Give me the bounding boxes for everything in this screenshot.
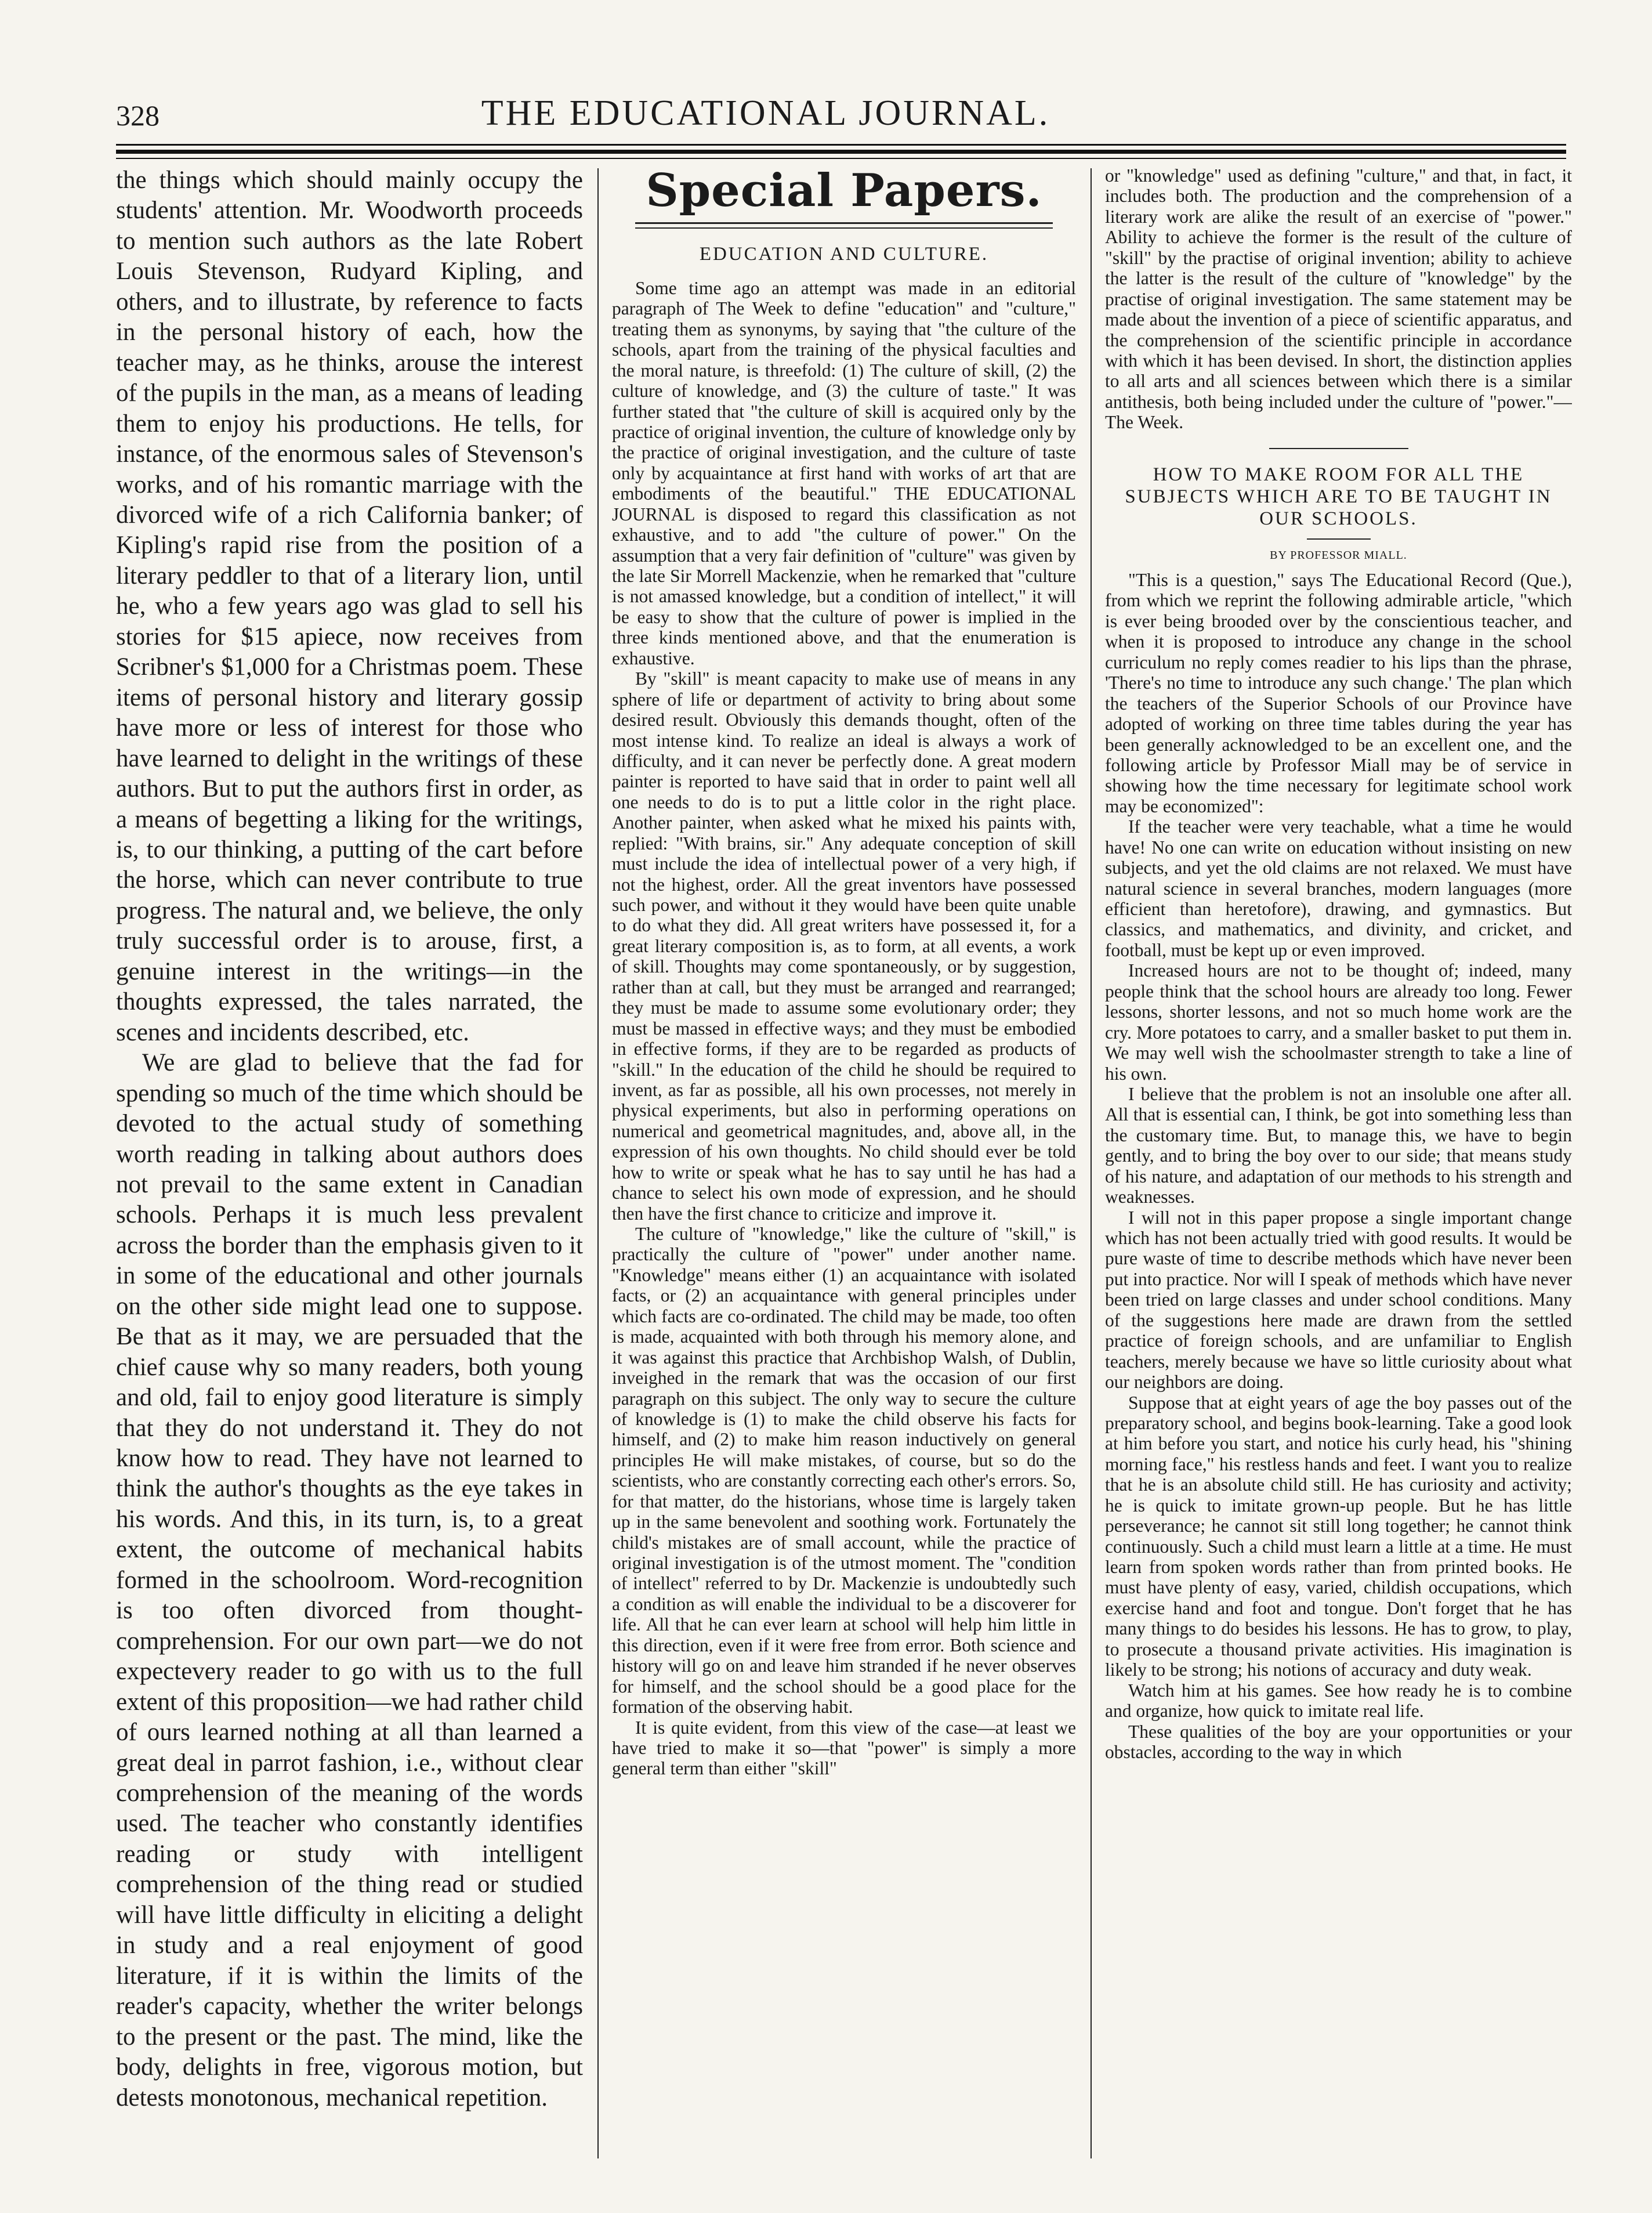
column-3 — [1105, 165, 1572, 2161]
header-rule-thick — [116, 150, 1566, 154]
journal-title: THE EDUCATIONAL JOURNAL. — [481, 93, 1050, 133]
title-rule — [1307, 538, 1371, 540]
paragraph: By "skill" is meant capacity to make use of means in any sphere of life or department of activity to bring about some desired result. Obviously this demands thought, often of the most intense kind. To realize an ideal is always a work of difficulty, and it can never be perfectly done. A great modern painter is reported to have said that in order to paint well all one needs to do is to put a little color in the right place. Another painter, when asked what he mixed his paints with, replied: "With brains, sir." Any adequate conception of skill must include the idea of intellectual power of a very high, if not the highest, order. All the great inventors have possessed such power, and without it they would have been quite unable to do what they did. All great writers have possessed it, for a great literary composition is, as to form, at all events, a work of skill. Thoughts may come spontaneously, or by suggestion, rather than at call, but they must be arranged and rearranged; they must be made to assume some evolutionary order; they must be massed in effective ways; and they must be embodied in effective forms, if they are to be regarded as products of "skill." In the education of the child he should be required to invent, as far as possible, all his own processes, not merely in physical experiments, but also in performing operations on numerical and geometrical magnitudes, and, above all, in the expression of his own thoughts. No child should ever be told how to write or speak what he has to say until he has had a chance to select his own mode of expression, and he should then have the first chance to criticize and improve it. — [612, 668, 1076, 1224]
column-2 — [612, 165, 1076, 2161]
article-title: EDUCATION AND CULTURE. — [699, 243, 989, 265]
paragraph: or "knowledge" used as defining "culture," and that, in fact, it includes both. The production and the comprehension of a literary work are alike the result of an exercise of "power." Ability to achieve the former is the result of the culture of "skill" by the practise of original invention; ability to achieve the latter is the result of the culture of "knowledge" by the practise of original investigation. The same statement may be made about the invention of a piece of scientific apparatus, and the comprehension of the scientific principle in accordance with which it has been devised. In short, the distinction applies to all arts and all sciences between which there is a similar antithesis, both being included under the culture of "power."—The Week. — [1105, 165, 1572, 433]
column-divider — [1091, 168, 1092, 2158]
article-title: HOW TO MAKE ROOM FOR ALL THE SUBJECTS WHICH ARE TO BE TAUGHT IN OUR SCHOOLS. — [1125, 464, 1552, 529]
paragraph: I believe that the problem is not an insoluble one after all. All that is essential can, I think, be got into something less than the customary time. But, to manage this, we have to begin gently, and to bring the boy over to our side; that means study of his nature, and adaptation of our methods to his strength and weaknesses. — [1105, 1083, 1572, 1207]
heading-rule — [635, 222, 1053, 224]
column-1 — [116, 165, 583, 2161]
section-heading: Special Papers. — [646, 165, 1042, 217]
paragraph: It is quite evident, from this view of the case—at least we have tried to make it so—that "power" is simply a more general term than either "skill" — [612, 1717, 1076, 1779]
column-divider — [597, 168, 599, 2158]
page-number: 328 — [116, 99, 160, 132]
paragraph: The culture of "knowledge," like the culture of "skill," is practically the culture of "power" under another name. "Knowledge" means either (1) an acquaintance with isolated facts, or (2) an acquaintance with general principles under which facts are co-ordinated. The child may be made, too often is made, acquainted with both through his memory alone, and it was against this practice that Archbishop Walsh, of Dublin, inveighed in the remark that was the occasion of our first paragraph on this subject. The only way to secure the culture of knowledge is (1) to make the child observe his facts for himself, and (2) to make him reason inductively on general principles He will make mistakes, of course, but so do the scientists, who are constantly correcting each other's errors. So, for that matter, do the historians, whose time is largely taken up in the same benevolent and soothing work. Fortunately the child's mistakes are of small account, while the practice of original investigation is of the utmost moment. The "condition of intellect" referred to by Dr. Mackenzie is undoubtedly such a condition as will enable the individual to be a discoverer for life. All that he can ever learn at school will help him little in this direction, even if it were free from error. Both science and history will go on and leave him stranded if he never observes for himself, and the school should be a good place for the formation of the observing habit. — [612, 1224, 1076, 1717]
paragraph: Some time ago an attempt was made in an editorial paragraph of The Week to define "education" and "culture," treating them as synonyms, by saying that "the culture of the schools, apart from the training of the physical faculties and the moral nature, is threefold: (1) The culture of skill, (2) the culture of knowledge, and (3) the culture of taste." It was further stated that "the culture of skill is acquired only by the practice of original invention, the culture of knowledge only by the practice of original investigation, and the culture of taste only by acquaintance at first hand with works of art that are embodiments of the beautiful." THE EDUCATIONAL JOURNAL is disposed to regard this classification as not exhaustive, and to add "the culture of power." On the assumption that a very fair definition of "culture" was given by the late Sir Morrell Mackenzie, when he remarked that "culture is not amassed knowledge, but a condition of intellect," it will be easy to show that the culture of power is implied in the three kinds mentioned above, and that the enumeration is exhaustive. — [612, 277, 1076, 668]
paragraph: We are glad to believe that the fad for spending so much of the time which should be devoted to the actual study of something worth reading in talking about authors does not prevail to the same extent in Canadian schools. Perhaps it is much less prevalent across the border than the emphasis given to it in some of the educational and other journals on the other side might lead one to suppose. Be that as it may, we are persuaded that the chief cause why so many readers, both young and old, fail to enjoy good literature is simply that they do not understand it. They do not know how to read. They have not learned to think the author's thoughts as the eye takes in his words. And this, in its turn, is, to a great extent, the outcome of mechanical habits formed in the schoolroom. Word-recognition is too often divorced from thought-comprehension. For our own part—we do not expectevery reader to go with us to the full extent of this proposition—we had rather child of ours learned nothing at all than learned a great deal in parrot fashion, i.e., without clear comprehension of the meaning of the words used. The teacher who constantly identifies reading or study with intelligent comprehension of the thing read or studied will have little difficulty in eliciting a delight in study and a real enjoyment of good literature, if it is within the limits of the reader's capacity, whether the writer belongs to the present or the past. The mind, like the body, delights in free, vigorous motion, but detests monotonous, mechanical repetition. — [116, 1049, 583, 2111]
page-header — [116, 93, 1566, 145]
paragraph: Suppose that at eight years of age the boy passes out of the preparatory school, and begins book-learning. Take a good look at him before you start, and notice his curly head, his "shining morning face," his restless hands and feet. I want you to realize that he is an absolute child still. He has curiosity and activity; he is quick to imitate grown-up people. But he has little perseverance; he cannot sit still long together; he cannot think continuously. Such a child must learn a little at a time. He must learn from spoken words rather than from printed books. He must have plenty of easy, varied, childish occupations, which exercise hand and foot and tongue. Don't forget that he has many things to do besides his lessons. He has to grow, to play, to prosecute a thousand private activities. His imagination is likely to be strong; his notions of accuracy and duty weak. — [1105, 1392, 1572, 1680]
heading-rule — [635, 227, 1053, 229]
byline: BY PROFESSOR MIALL. — [1270, 548, 1407, 562]
article-separator — [1269, 448, 1408, 449]
paragraph: Increased hours are not to be thought of; indeed, many people think that the school hours are already too long. Fewer lessons, shorter lessons, and not so much home work are the cry. More potatoes to carry, and a smaller basket to put them in. We may well wish the schoolmaster strength to take a line of his own. — [1105, 960, 1572, 1084]
header-rule-bottom — [116, 158, 1566, 159]
paragraph: the things which should mainly occupy the students' attention. Mr. Woodworth proceeds to mention such authors as the late Robert Louis Stevenson, Rudyard Kipling, and others, and to illustrate, by reference to facts in the personal history of each, how the teacher may, as he thinks, arouse the interest of the pupils in the man, as a means of leading them to enjoy his productions. He tells, for instance, of the enormous sales of Stevenson's works, and of his romantic marriage with the divorced wife of a rich California banker; of Kipling's rapid rise from the position of a literary peddler to that of a literary lion, until he, who a few years ago was glad to sell his stories for $15 apiece, now receives from Scribner's $1,000 for a Christmas poem. These items of personal history and literary gossip have more or less of interest for those who have learned to delight in the writings of these authors. But to put the authors first in order, as a means of begetting a liking for the writings, is, to our thinking, a putting of the cart before the horse, which can never contribute to true progress. The natural and, we believe, the only truly successful order is to arouse, first, a genuine interest in the writings—in the thoughts expressed, the tales narrated, the scenes and incidents described, etc. — [116, 167, 583, 1046]
paragraph: "This is a question," says The Educational Record (Que.), from which we reprint the following admirable article, "which is ever being brooded over by the conscientious teacher, and when it is proposed to introduce any change in the school curriculum no reply comes readier to his lips than the phrase, 'There's no time to introduce any such change.' The plan which the teachers of the Superior Schools of our Province have adopted of working on three time tables during the year has been generally acknowledged to be an excellent one, and the following article by Professor Miall may be of service in showing how the time necessary for legitimate school work may be economized": — [1105, 570, 1572, 816]
header-rule-top — [116, 144, 1566, 146]
paragraph: I will not in this paper propose a single important change which has not been actually tried with good results. It would be pure waste of time to describe methods which have never been put into practice. Nor will I speak of methods which have never been tried on large classes and under school conditions. Many of the suggestions here made are drawn from the settled practice of foreign schools, and are unfamiliar to English teachers, merely because we have so little curiosity about what our neighbors are doing. — [1105, 1207, 1572, 1393]
paragraph: Watch him at his games. See how ready he is to combine and organize, how quick to imitate real life. — [1105, 1680, 1572, 1722]
paragraph: If the teacher were very teachable, what a time he would have! No one can write on education without insisting on new subjects, and yet the old claims are not relaxed. We must have natural science in several branches, modern languages (more efficient than heretofore), drawing, and gymnastics. But classics, and mathematics, and divinity, and cricket, and football, must be kept up or even improved. — [1105, 816, 1572, 960]
paragraph: These qualities of the boy are your opportunities or your obstacles, according to the way in which — [1105, 1721, 1572, 1762]
